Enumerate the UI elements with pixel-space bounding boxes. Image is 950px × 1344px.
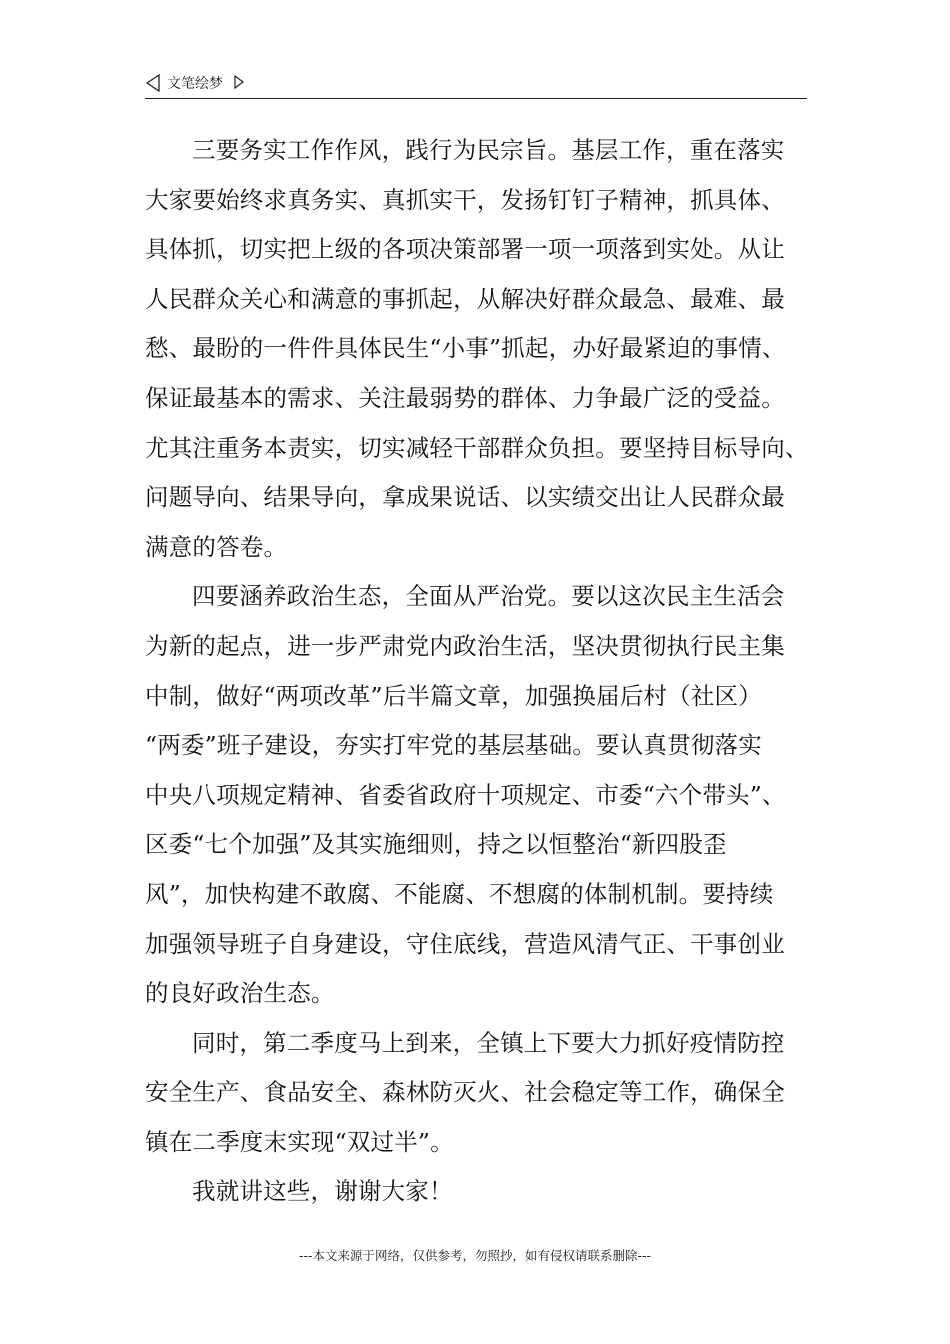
text-line: 四要涵养政治生态，全面从严治党。要以这次民主生活会 [192,582,785,611]
text-line: 问题导向、结果导向，拿成果说话、以实绩交出让人民群众最 [145,483,785,512]
text-line: 满意的答卷。 [145,532,288,561]
text-line: 中央八项规定精神、省委省政府十项规定、市委“六个带头”、 [145,780,786,809]
paragraph-2 [145,572,810,1018]
text-line: 愁、最盼的一件件具体民生“小事”抓起，办好最紧迫的事情、 [145,334,786,363]
text-line: 中制，做好“两项改革”后半篇文章，加强换届后村（社区） [145,681,762,710]
text-line: 安全生产、食品安全、森林防灭火、社会稳定等工作，确保全 [145,1078,785,1107]
text-line: 风”，加快构建不敢腐、不能腐、不想腐的体制机制。要持续 [145,879,774,908]
text-line: 区委“七个加强”及其实施细则，持之以恒整治“新四股歪 [145,830,727,859]
text-line: 人民群众关心和满意的事抓起，从解决好群众最急、最难、最 [145,284,785,313]
paragraph-3 [145,1019,810,1168]
text-line: 具体抓，切实把上级的各项决策部署一项一项落到实处。从让 [145,235,785,264]
text-line: 的良好政治生态。 [145,979,335,1008]
document-body [145,126,810,1217]
text-line: 为新的起点，进一步严肃党内政治生活，坚决贯彻执行民主集 [145,631,785,660]
text-line: 镇在二季度末实现“双过半”。 [145,1127,454,1156]
text-line: “两委”班子建设，夯实打牢党的基层基础。要认真贯彻落实 [145,731,762,760]
text-line: 大家要始终求真务实、真抓实干，发扬钉钉子精神，抓具体、 [145,185,785,214]
page-header [145,72,807,99]
triangle-right-icon [233,75,245,89]
triangle-left-icon [145,74,161,92]
paragraph-1 [145,126,810,572]
footer-disclaimer: ---本文来源于网络，仅供参考，勿照抄，如有侵权请联系删除--- [298,1248,652,1263]
text-line: 同时，第二季度马上到来，全镇上下要大力抓好疫情防控 [192,1028,785,1057]
text-line: 我就讲这些，谢谢大家！ [192,1177,453,1206]
paragraph-4 [145,1167,810,1217]
text-line: 尤其注重务本责实，切实减轻干部群众负担。要坚持目标导向、 [145,433,809,462]
text-line: 加强领导班子自身建设，守住底线，营造风清气正、干事创业 [145,929,785,958]
header-brand: 文笔绘梦 [167,76,223,92]
text-line: 保证最基本的需求、关注最弱势的群体、力争最广泛的受益。 [145,383,785,412]
text-line: 三要务实工作作风，践行为民宗旨。基层工作，重在落实 [192,136,785,164]
